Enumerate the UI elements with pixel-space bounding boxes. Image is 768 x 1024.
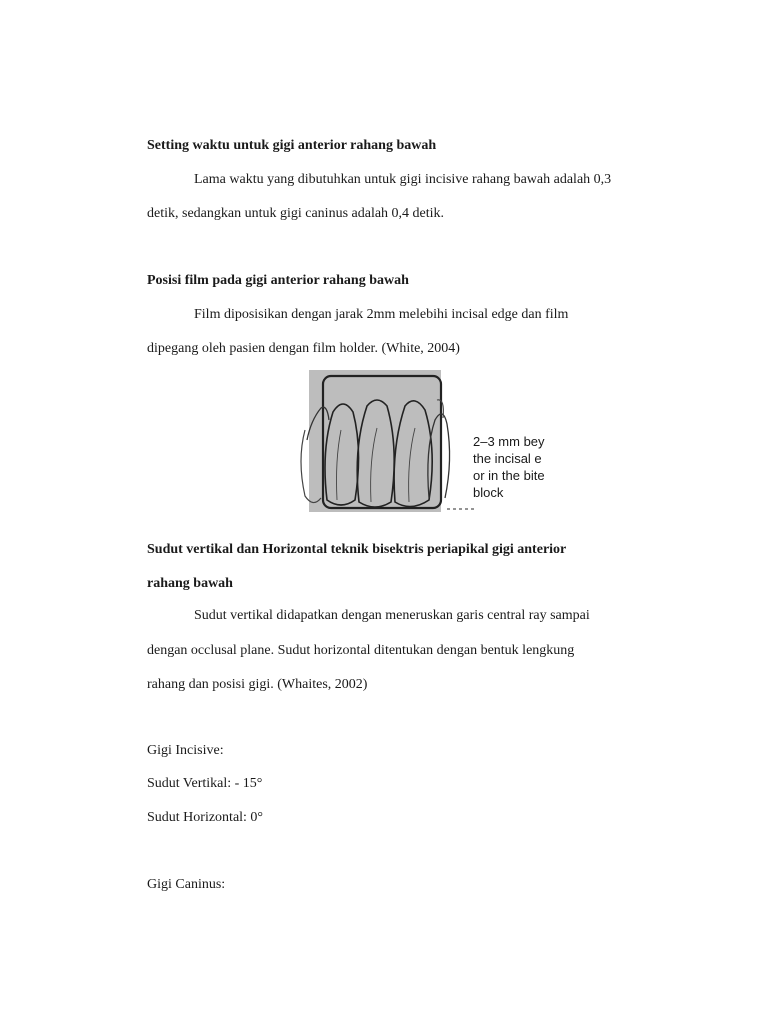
section-heading-exposure-time: Setting waktu untuk gigi anterior rahang bawah [147,138,437,153]
incisive-title: Gigi Incisive: [147,743,224,758]
section-heading-film-position: Posisi film pada gigi anterior rahang bawah [147,273,409,288]
film-background [309,370,441,512]
caninus-title: Gigi Caninus: [147,877,226,892]
paragraph-line: dipegang oleh pasien dengan film holder. (White, 2004) [147,341,460,356]
paragraph-line: Sudut vertikal didapatkan dengan meneruskan garis central ray sampai [194,608,590,623]
figure-label-line: the incisal e [473,451,542,466]
paragraph-line: dengan occlusal plane. Sudut horizontal ditentukan dengan bentuk lengkung [147,643,575,658]
incisive-horizontal-angle: Sudut Horizontal: 0° [147,810,264,825]
paragraph-line: detik, sedangkan untuk gigi caninus adalah 0,4 detik. [147,206,445,221]
teeth-film-diagram [297,370,565,512]
incisive-vertical-angle: Sudut Vertikal: - 15° [147,776,263,791]
paragraph-line: Film diposisikan dengan jarak 2mm melebihi incisal edge dan film [194,307,569,322]
paragraph-line: Lama waktu yang dibutuhkan untuk gigi incisive rahang bawah adalah 0,3 [194,172,612,187]
paragraph-line: rahang dan posisi gigi. (Whaites, 2002) [147,677,368,692]
figure-label-line: 2–3 mm bey [473,434,545,449]
section-heading-angles-cont: rahang bawah [147,576,233,591]
section-heading-angles: Sudut vertikal dan Horizontal teknik bisektris periapikal gigi anterior [147,542,567,557]
figure-label-line: or in the bite [473,468,545,483]
teeth-film-illustration [297,370,565,512]
figure-label-line: block [473,485,504,500]
